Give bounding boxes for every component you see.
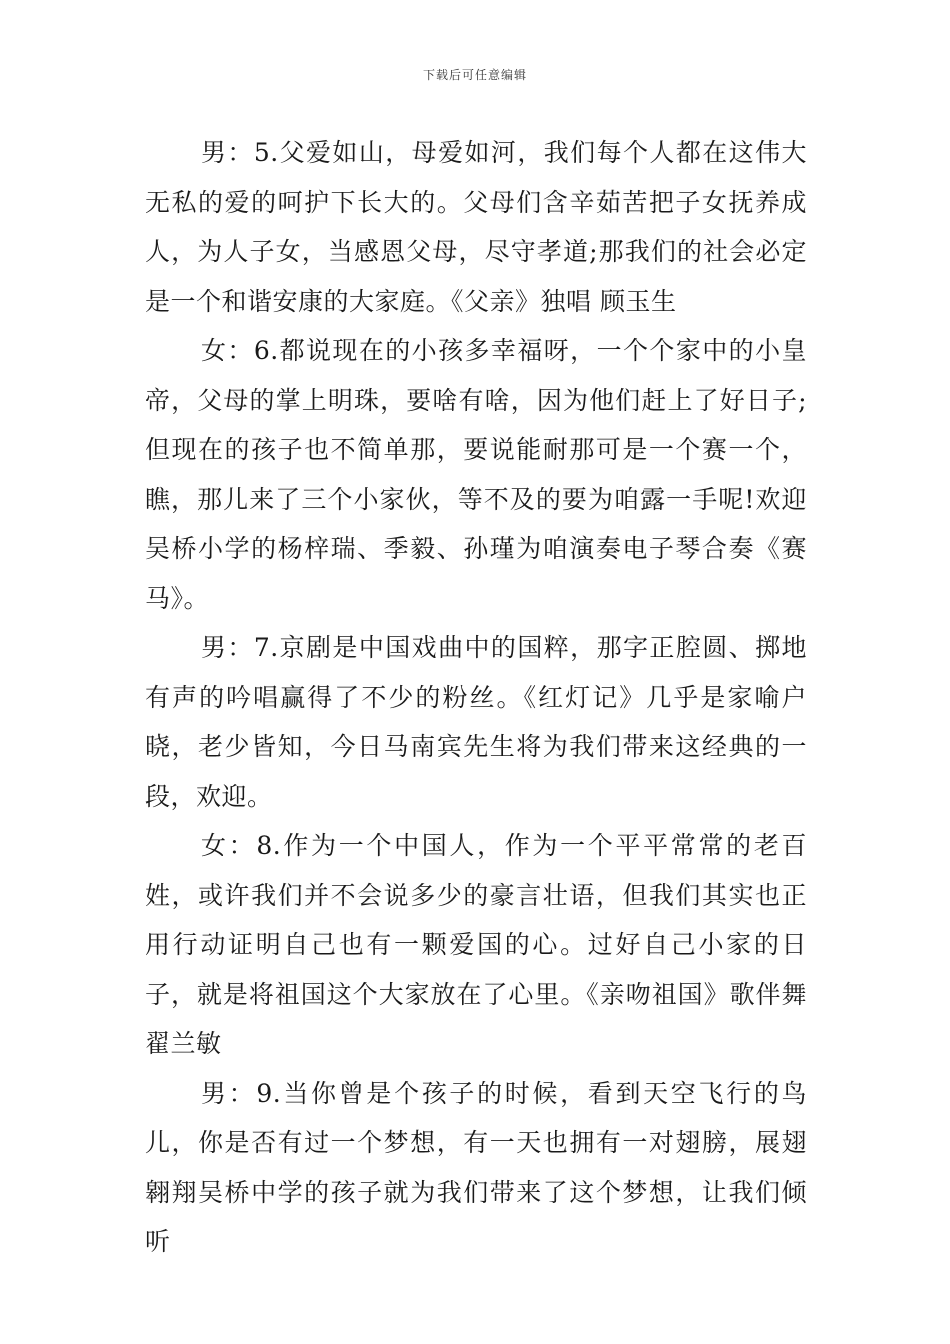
header-note: 下载后可任意编辑 xyxy=(422,68,527,82)
document-body xyxy=(145,128,807,1267)
paragraph-8: 女：8.作为一个中国人，作为一个平平常常的老百姓，或许我们并不会说多少的豪言壮语，但我们其实也正用行动证明自己也有一颗爱国的心。过好自己小家的日子，就是将祖国这个大家放在了心里。《亲吻祖国》歌伴舞翟兰敏 xyxy=(145,831,807,1058)
paragraph-5: 男：5.父爱如山，母爱如河，我们每个人都在这伟大无私的爱的呵护下长大的。父母们含辛茹苦把子女抚养成人，为人子女，当感恩父母，尽守孝道;那我们的社会必定是一个和谐安康的大家庭。《父亲》独唱 顾玉生 xyxy=(145,138,807,316)
paragraph-6: 女：6.都说现在的小孩多幸福呀，一个个家中的小皇帝，父母的掌上明珠，要啥有啥，因为他们赶上了好日子;但现在的孩子也不简单那，要说能耐那可是一个赛一个，瞧，那儿来了三个小家伙，等不及的要为咱露一手呢!欢迎吴桥小学的杨梓瑞、季毅、孙瑾为咱演奏电子琴合奏《赛马》。 xyxy=(145,336,807,613)
paragraph-9: 男：9.当你曾是个孩子的时候，看到天空飞行的鸟儿，你是否有过一个梦想，有一天也拥有一对翅膀，展翅翱翔吴桥中学的孩子就为我们带来了这个梦想，让我们倾听 xyxy=(145,1078,807,1256)
paragraph-7: 男：7.京剧是中国戏曲中的国粹，那字正腔圆、掷地有声的吟唱赢得了不少的粉丝。《红灯记》几乎是家喻户晓，老少皆知，今日马南宾先生将为我们带来这经典的一段，欢迎。 xyxy=(145,633,807,811)
